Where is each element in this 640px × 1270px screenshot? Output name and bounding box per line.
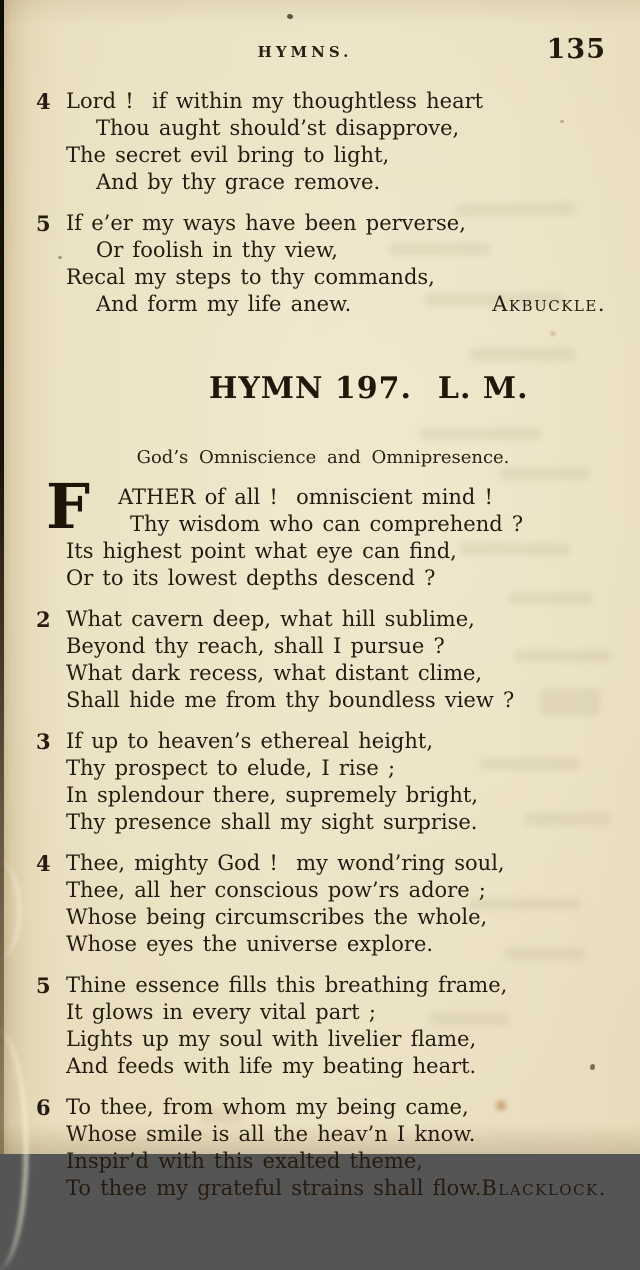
- verse-line: Inspir’d with this exalted theme,: [66, 1149, 423, 1173]
- verse-line: If up to heaven’s ethereal height,: [66, 729, 434, 753]
- stanza-number: 5: [36, 211, 51, 236]
- verse-line: Thine essence fills this breathing frame,: [66, 973, 508, 997]
- verse-line-with-attribution: [66, 1175, 606, 1202]
- previous-hymn-section: [36, 88, 606, 318]
- attribution-akbuckle: Akbuckle.: [492, 292, 606, 316]
- stanza-number: 4: [36, 851, 51, 876]
- verse-line: Whose eyes the universe explore.: [66, 932, 434, 956]
- verse-line: Beyond thy reach, shall I pursue ?: [66, 634, 445, 658]
- hymn-197-section: [36, 336, 607, 1202]
- verse-line: Or foolish in thy view,: [96, 238, 338, 262]
- verse-line: Thee, mighty God ! my wond’ring soul,: [66, 851, 505, 875]
- stanza: [36, 606, 606, 714]
- stanza-number: 5: [36, 973, 51, 998]
- verse-line: ATHER of all ! omniscient mind !: [118, 485, 493, 509]
- verse-line: It glows in every vital part ;: [66, 1000, 376, 1024]
- verse-line: What dark recess, what distant clime,: [66, 661, 483, 685]
- page-number: 135: [546, 34, 606, 65]
- verse-line: To thee my grateful strains shall flow.: [66, 1176, 482, 1200]
- verse-line: Thy presence shall my sight surprise.: [66, 810, 478, 834]
- stanza: [36, 1094, 607, 1202]
- verse-line: Or to its lowest depths descend ?: [66, 566, 436, 590]
- stanza: [40, 470, 606, 592]
- verse-line: And feeds with life my beating heart.: [66, 1054, 477, 1078]
- verse-line: If e’er my ways have been perverse,: [66, 211, 466, 235]
- verse-line: And by thy grace remove.: [96, 170, 381, 194]
- stanza-number: 2: [36, 607, 51, 632]
- attribution-blacklock: Blacklock.: [481, 1176, 607, 1200]
- verse-line: To thee, from whom my being came,: [66, 1095, 469, 1119]
- verse-line: Lord ! if within my thoughtless heart: [66, 89, 484, 113]
- verse-line: And form my life anew.: [96, 292, 352, 316]
- running-title: HYMNS.: [257, 43, 353, 61]
- stanza: [36, 210, 606, 318]
- verse-line: Recal my steps to thy commands,: [66, 265, 435, 289]
- verse-line: Thy prospect to elude, I rise ;: [66, 756, 396, 780]
- verse-line: Lights up my soul with livelier flame,: [66, 1027, 477, 1051]
- hymn-title: [40, 336, 606, 441]
- hymn-meter: L. M.: [437, 371, 529, 406]
- stanza: [36, 88, 606, 196]
- page-header: [40, 34, 606, 68]
- verse-line: Thee, all her conscious pow’rs adore ;: [66, 878, 486, 902]
- verse-line: Thou aught should’st disapprove,: [96, 116, 460, 140]
- hymn-number: HYMN 197.: [209, 371, 412, 406]
- verse-line: Thy wisdom who can comprehend ?: [130, 512, 524, 536]
- verse-line: The secret evil bring to light,: [66, 143, 390, 167]
- verse-line: What cavern deep, what hill sublime,: [66, 607, 475, 631]
- stanza: [36, 850, 606, 958]
- stanza: [36, 972, 606, 1080]
- verse-line: Shall hide me from thy boundless view ?: [66, 688, 515, 712]
- drop-cap: F: [46, 470, 91, 543]
- verse-line: Its highest point what eye can find,: [66, 539, 457, 563]
- hymn-subtitle: God’s Omniscience and Omnipresence.: [136, 447, 510, 468]
- stanza-number: 6: [36, 1095, 51, 1120]
- stanza: [36, 728, 606, 836]
- verse-line: Whose smile is all the heav’n I know.: [66, 1122, 476, 1146]
- stanza-number: 4: [36, 89, 51, 114]
- verse-line: Whose being circumscribes the whole,: [66, 905, 488, 929]
- stanza-number: 3: [36, 729, 51, 754]
- verse-line-with-attribution: [96, 291, 606, 318]
- verse-line: In splendour there, supremely bright,: [66, 783, 479, 807]
